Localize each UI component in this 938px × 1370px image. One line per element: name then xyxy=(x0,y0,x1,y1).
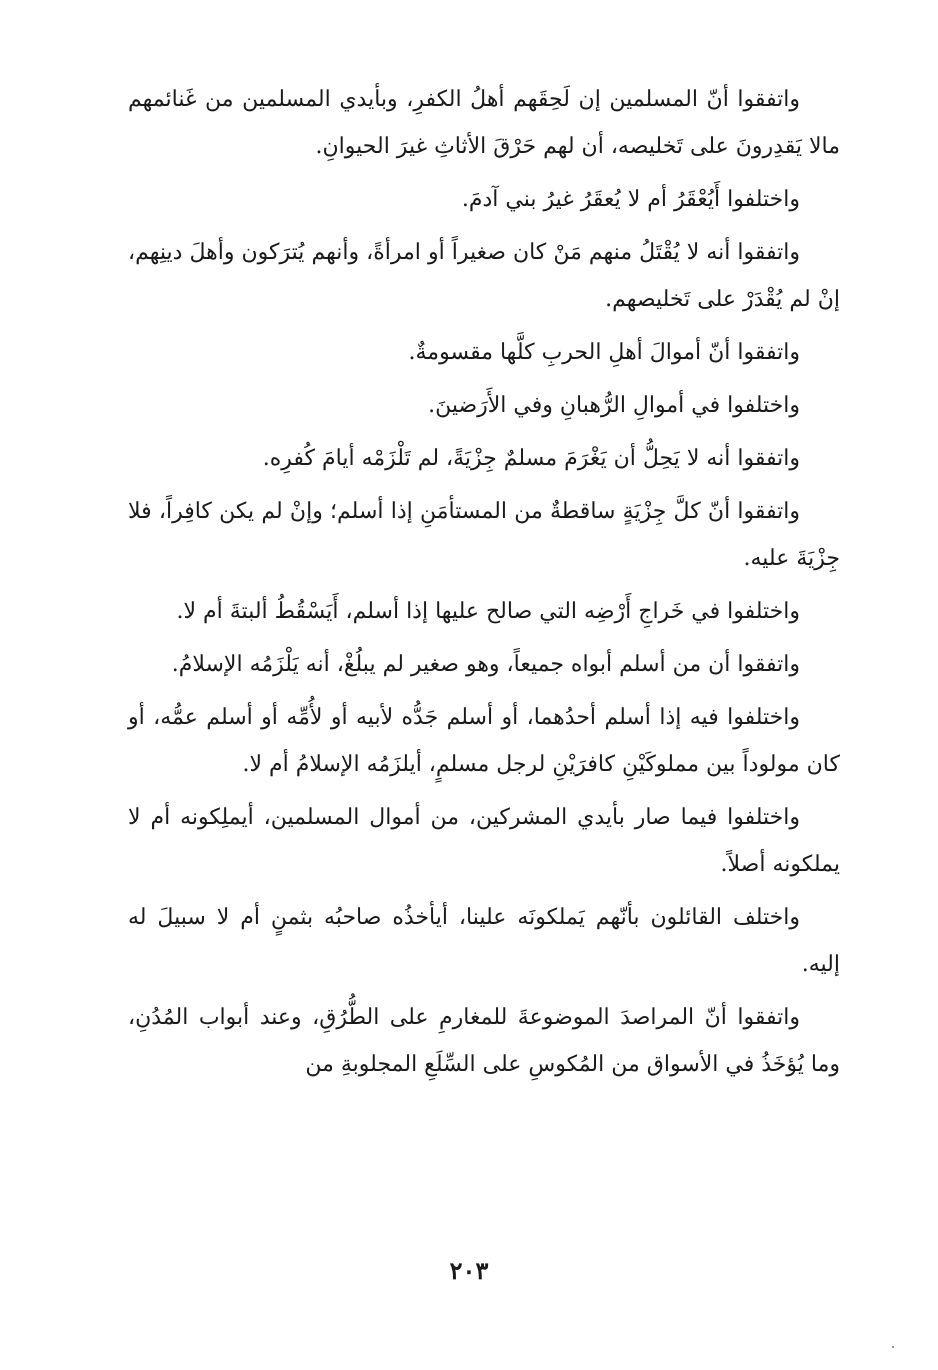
paragraph-6: واتفقوا أنه لا يَحِلُّ أن يَغْرَمَ مسلمٌ جِزْيَةً، لم تَلْزَمْه أيامَ كُفرِه. xyxy=(262,446,800,471)
paragraph-2: واختلفوا أَيُعْقَرُ أم لا يُعقَرُ غيرُ بني آدمَ. xyxy=(461,187,800,212)
paragraph-11: واختلفوا فيما صار بأيدي المشركين، من أموال المسلمين، أيملِكونه أم لا يملكونه أصلاً. xyxy=(128,805,840,877)
page-number: ٢٠٣ xyxy=(449,1256,489,1285)
scan-speck xyxy=(892,1346,894,1348)
paragraph-5: واختلفوا في أموالِ الرُّهبانِ وفي الأَرَضينَ. xyxy=(428,393,800,418)
paragraph-1: واتفقوا أنّ المسلمين إن لَحِقَهم أهلُ الكفرِ، وبأيدي المسلمين من غَنائمهم مالا يَقدِرونَ على تَخليصه، أن لهم حَرْقَ الأثاثِ غيرَ الحيوانِ. xyxy=(128,87,840,159)
paragraph-13: واتفقوا أنّ المراصدَ الموضوعةَ للمغارمِ على الطُّرُقِ، وعند أبواب المُدُنِ، وما يُؤخَذُ في الأسواق من المُكوسِ على السِّلَعِ المجلوبةِ من xyxy=(128,1005,840,1077)
paragraph-4: واتفقوا أنّ أموالَ أهلِ الحربِ كلَّها مقسومةٌ. xyxy=(408,340,800,365)
paragraph-10: واختلفوا فيه إذا أسلم أحدُهما، أو أسلم جَدُّه لأبيه أو لأُمِّه أو أسلم عمُّه، أو كان مولوداً بين مملوكَيْنِ كافرَيْنِ لرجل مسلمٍ، أيلزَمُه الإسلامُ أم لا. xyxy=(128,705,840,777)
paragraph-12: واختلف القائلون بأنّهم يَملكونَه علينا، أيأخذُه صاحبُه بثمنٍ أم لا سبيلَ له إليه. xyxy=(128,905,840,977)
page-body xyxy=(128,76,840,1094)
paragraph-7: واتفقوا أنّ كلَّ جِزْيَةٍ ساقطةٌ من المستأمَنِ إذا أسلم؛ وإنْ لم يكن كافِراً، فلا جِزْيَةَ عليه. xyxy=(128,499,840,571)
paragraph-8: واختلفوا في خَراجِ أَرْضِه التي صالح عليها إذا أسلم، أَيَسْقُطُ ألبتةَ أم لا. xyxy=(176,599,800,624)
paragraph-3: واتفقوا أنه لا يُقْتَلُ منهم مَنْ كان صغيراً أو امرأةً، وأنهم يُترَكون وأهلَ دينِهم، إنْ لم يُقْدَرْ على تَخليصهم. xyxy=(128,240,840,312)
paragraph-9: واتفقوا أن من أسلم أبواه جميعاً، وهو صغير لم يبلُغْ، أنه يَلْزَمُه الإسلامُ. xyxy=(171,652,800,677)
